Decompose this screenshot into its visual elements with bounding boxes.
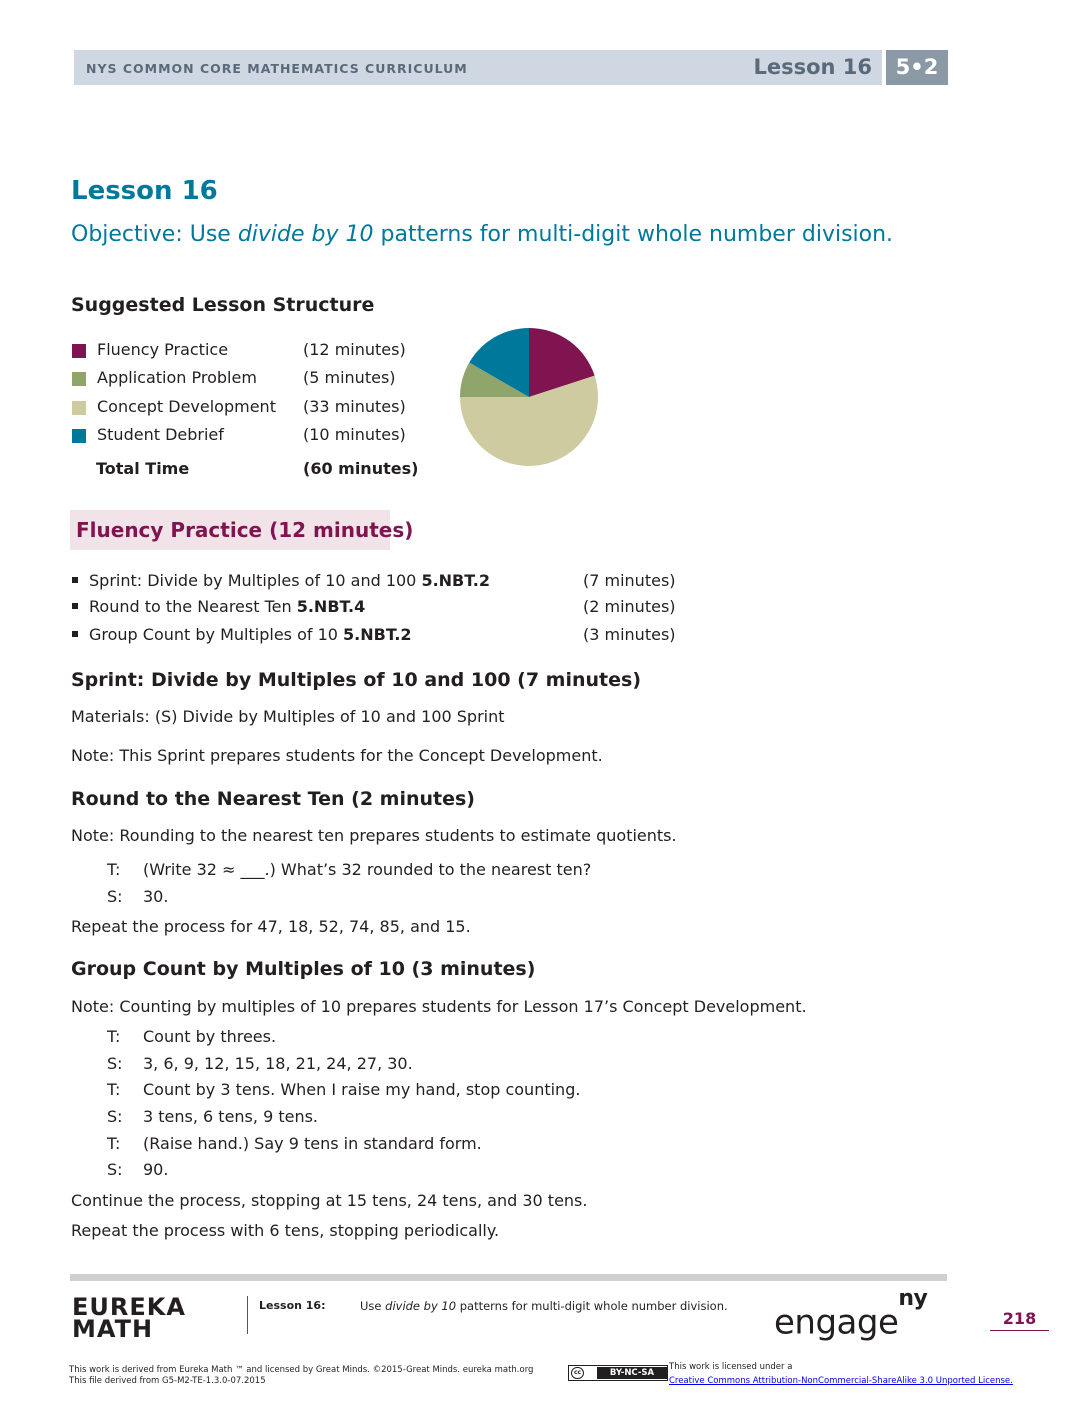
group-note: Note: Counting by multiples of 10 prepares students for Lesson 17’s Concept Development. <box>71 997 807 1016</box>
footer-objective: Use divide by 10 patterns for multi-digit whole number division. <box>360 1299 728 1313</box>
lesson-title: Lesson 16 <box>71 176 218 206</box>
footer-separator <box>247 1296 248 1334</box>
license-notice: This work is licensed under a <box>669 1362 793 1372</box>
license-link[interactable]: Creative Commons Attribution-NonCommercial-ShareAlike 3.0 Unported License. <box>669 1376 1013 1386</box>
legend-swatch <box>72 372 86 386</box>
footer-lesson-label: Lesson 16: <box>259 1299 326 1312</box>
lesson-structure-pie-chart <box>458 326 600 468</box>
grade-module-badge: 5•2 <box>886 50 948 85</box>
derived-file: This file derived from G5-M2-TE-1.3.0-07.2015 <box>69 1376 266 1386</box>
fluency-heading-box <box>70 510 414 550</box>
round-heading: Round to the Nearest Ten (2 minutes) <box>71 788 475 810</box>
header-lesson: Lesson 16 <box>753 55 872 79</box>
fluency-bullet: Round to the Nearest Ten 5.NBT.4 (2 minutes) <box>72 597 692 619</box>
engageny-logo: engage$^{ny}$ <box>774 1286 928 1343</box>
fluency-heading: Fluency Practice (12 minutes) <box>76 518 414 542</box>
legend-swatch <box>72 429 86 443</box>
curriculum-title: NYS COMMON CORE MATHEMATICS CURRICULUM <box>86 61 468 76</box>
round-note: Note: Rounding to the nearest ten prepares students to estimate quotients. <box>71 826 677 845</box>
sprint-note: Note: This Sprint prepares students for the Concept Development. <box>71 746 603 765</box>
bullet-icon <box>72 577 78 583</box>
cc-icon: cc <box>571 1367 584 1379</box>
eureka-math-logo: EUREKA MATH <box>72 1293 186 1343</box>
fluency-bullet: Sprint: Divide by Multiples of 10 and 100 5.NBT.2 (7 minutes) <box>72 571 692 593</box>
sprint-heading: Sprint: Divide by Multiples of 10 and 100 (7 minutes) <box>71 669 642 691</box>
group-continue: Continue the process, stopping at 15 tens, 24 tens, and 30 tens. <box>71 1191 588 1210</box>
structure-heading: Suggested Lesson Structure <box>71 294 375 316</box>
sprint-materials: Materials: (S) Divide by Multiples of 10 and 100 Sprint <box>71 707 505 726</box>
bullet-icon <box>72 631 78 637</box>
lesson-objective: Objective: Use divide by 10 patterns for multi-digit whole number division. <box>71 222 894 247</box>
derived-notice: This work is derived from Eureka Math ™ and licensed by Great Minds. ©2015-Great Minds. eureka math.org <box>69 1365 534 1375</box>
page-number: 218 <box>990 1309 1049 1331</box>
group-repeat: Repeat the process with 6 tens, stopping periodically. <box>71 1221 500 1240</box>
footer-divider <box>70 1274 947 1281</box>
bullet-icon <box>72 603 78 609</box>
fluency-bullet: Group Count by Multiples of 10 5.NBT.2 (3 minutes) <box>72 625 692 647</box>
legend-swatch <box>72 344 86 358</box>
round-repeat: Repeat the process for 47, 18, 52, 74, 85, and 15. <box>71 917 471 936</box>
group-heading: Group Count by Multiples of 10 (3 minutes) <box>71 958 536 980</box>
page-header <box>74 50 882 85</box>
legend-swatch <box>72 401 86 415</box>
cc-license-badge: cc BY-NC-SA <box>568 1365 668 1381</box>
